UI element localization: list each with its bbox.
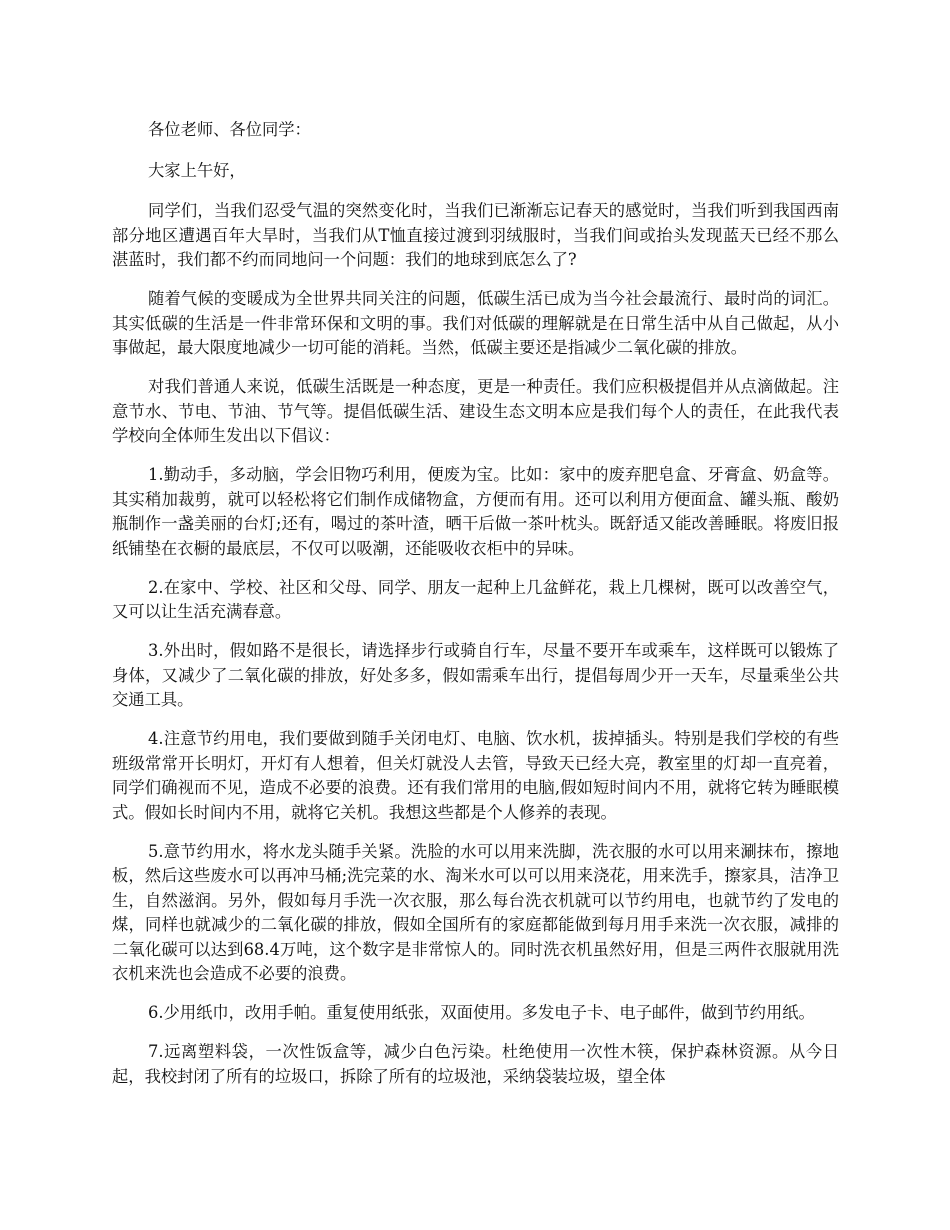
proposal-item-6: 6.少用纸巾，改用手帕。重复使用纸张，双面使用。多发电子卡、电子邮件，做到节约用纸。 xyxy=(148,1003,815,1022)
proposal-item-3: 3.外出时，假如路不是很长，请选择步行或骑自行车，尽量不要开车或乘车，这样既可以锻炼了身体，又减少了二氧化碳的排放，好处多多，假如需乘车出行，提倡每周少开一天车，尽量乘坐公共交通工具。 xyxy=(112,641,839,709)
paragraph-context: 随着气候的变暖成为全世界共同关注的问题，低碳生活已成为当今社会最流行、最时尚的词汇。其实低碳的生活是一件非常环保和文明的事。我们对低碳的理解就是在日常生活中从自己做起，从小事做起，最大限度地减少一切可能的消耗。当然，低碳主要还是指减少二氧化碳的排放。 xyxy=(112,289,839,357)
proposal-item-1: 1.勤动手，多动脑，学会旧物巧利用，便废为宝。比如：家中的废弃肥皂盒、牙膏盒、奶盒等。其实稍加裁剪，就可以轻松将它们制作成储物盒，方便而有用。还可以利用方便面盒、罐头瓶、酸奶瓶制作一盏美丽的台灯;还有，喝过的茶叶渣，晒干后做一茶叶枕头。既舒适又能改善睡眠。将废旧报纸铺垫在衣橱的最底层，不仅可以吸潮，还能吸收衣柜中的异味。 xyxy=(112,465,839,558)
paragraph-intro: 同学们，当我们忍受气温的突然变化时，当我们已渐渐忘记春天的感觉时，当我们听到我国西南部分地区遭遇百年大旱时，当我们从T恤直接过渡到羽绒服时，当我们间或抬头发现蓝天已经不那么湛蓝时，我们都不约而同地问一个问题：我们的地球到底怎么了? xyxy=(112,201,839,269)
document-page xyxy=(112,118,839,1104)
proposal-item-4: 4.注意节约用电，我们要做到随手关闭电灯、电脑、饮水机，拔掉插头。特别是我们学校的有些班级常常开长明灯，开灯有人想着，但关灯就没人去管，导致天已经大亮，教室里的灯却一直亮着，同学们确视而不见，造成不必要的浪费。还有我们常用的电脑,假如短时间内不用，就将它转为睡眠模式。假如长时间内不用，就将它关机。我想这些都是个人修养的表现。 xyxy=(112,729,839,822)
greeting: 大家上午好， xyxy=(148,160,246,180)
proposal-item-5: 5.意节约用水，将水龙头随手关紧。洗脸的水可以用来洗脚，洗衣服的水可以用来涮抹布，擦地板，然后这些废水可以再冲马桶;洗完菜的水、淘米水可以可以用来浇花，用来洗手，擦家具，洁净卫生，自然滋润。另外，假如每月手洗一次衣服，那么每台洗衣机就可以节约用电，也就节约了发电的煤，同样也就减少的二氧化碳的排放，假如全国所有的家庭都能做到每月用手来洗一次衣服，减排的二氧化碳可以达到68.4万吨，这个数字是非常惊人的。同时洗衣机虽然好用，但是三两件衣服就用洗衣机来洗也会造成不必要的浪费。 xyxy=(112,841,839,983)
paragraph-responsibility: 对我们普通人来说，低碳生活既是一种态度，更是一种责任。我们应积极提倡并从点滴做起。注意节水、节电、节油、节气等。提倡低碳生活、建设生态文明本应是我们每个人的责任，在此我代表学校向全体师生发出以下倡议： xyxy=(112,377,839,445)
salutation: 各位老师、各位同学： xyxy=(148,120,311,139)
proposal-item-7: 7.远离塑料袋，一次性饭盒等，减少白色污染。杜绝使用一次性木筷，保护森林资源。从今日起，我校封闭了所有的垃圾口，拆除了所有的垃圾池，采纳袋装垃圾，望全体 xyxy=(112,1042,839,1086)
proposal-item-2: 2.在家中、学校、社区和父母、同学、朋友一起种上几盆鲜花，栽上几棵树，既可以改善空气，又可以让生活充满春意。 xyxy=(112,577,839,621)
